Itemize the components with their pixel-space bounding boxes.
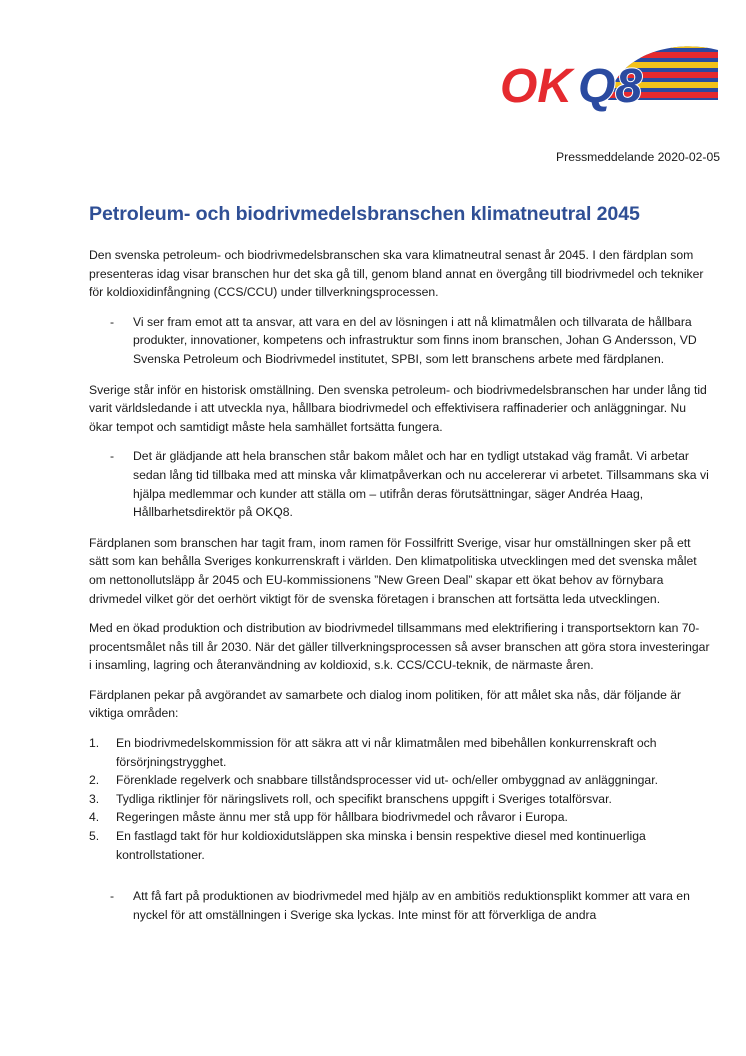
paragraph-samarbete: Färdplanen pekar på avgörandet av samarbete och dialog inom politiken, för att målet ska nås, där följande är viktiga områden:	[89, 687, 682, 721]
list-number: 4.	[89, 810, 100, 825]
list-number: 3.	[89, 791, 100, 806]
svg-text:OK: OK	[500, 60, 572, 112]
list-text: Förenklade regelverk och snabbare tillståndsprocesser vid ut- och/eller ombyggnad av anläggningar.	[116, 773, 658, 788]
quote-text: Det är glädjande att hela branschen står bakom målet och har en tydligt utstakad väg framåt. Vi arbetar sedan lång tid tillbaka med att minska vår klimatpåverkan och nu accelererar vi arbetet. Tillsammans ska vi hjälpa medlemmar och kunder att ställa om – utifrån deras förutsättningar, säger Andréa Haag, Hållbarhetsdirektör på OKQ8.	[133, 449, 709, 520]
quote-andrea-haag	[89, 447, 711, 521]
quote-text: Att få fart på produktionen av biodrivmedel med hjälp av en ambitiös reduktionsplikt kommer att vara en nyckel för att omställningen i Sverige ska lyckas. Inte minst för att förverkliga de andra	[133, 889, 690, 922]
quote-text: Vi ser fram emot att ta ansvar, att vara en del av lösningen i att nå klimatmålen och tillvarata de hållbara produkter, innovationer, kompetens och infrastruktur som finns inom branschen, Johan G Andersson, VD Svenska Petroleum och Biodrivmedel institutet, SPBI, som lett branschens arbete med färdplanen.	[133, 314, 697, 366]
list-item	[89, 734, 711, 771]
paragraph-produktion: Med en ökad produktion och distribution av biodrivmedel tillsammans med elektrifiering i transportsektorn kan 70-procentsmålet nås till år 2030. När det gäller tillverkningsprocessen så avser branschen att göra stora investeringar i insamling, lagring och återanvändning av koldioxid, s.k. CCS/CCU-teknik, de närmaste åren.	[89, 621, 710, 673]
list-number: 5.	[89, 829, 100, 844]
list-text: En biodrivmedelskommission för att säkra att vi når klimatmålen med bibehållen konkurrenskraft och försörjningstrygghet.	[116, 736, 657, 769]
paragraph-fardplan: Färdplanen som branschen har tagit fram, inom ramen för Fossilfritt Sverige, visar hur omställningen sker på ett sätt som kan behålla Sveriges konkurrenskraft i världen. Den klimatpolitiska utvecklingen med det svenska målet om nettonollutsläpp år 2045 och EU-kommissionens ”New Green Deal” skapar ett ökat behov av förnybara drivmedel vilket gör det oerhört viktigt för de svenska företagen i branschen att fortsätta leda utvecklingen.	[89, 535, 697, 606]
list-item	[89, 790, 711, 809]
list-item	[89, 771, 711, 790]
paragraph-intro: Den svenska petroleum- och biodrivmedelsbranschen ska vara klimatneutral senast år 2045. I den färdplan som presenteras idag visar branschen hur det ska gå till, genom bland annat en övergång till biodrivmedel och tekniker för koldioxidinfångning (CCS/CCU) under tillverkningsprocessen.	[89, 248, 704, 300]
quote-dash: -	[110, 889, 115, 904]
quote-dash: -	[110, 449, 115, 464]
quote-dash: -	[110, 314, 115, 329]
spacer	[89, 876, 711, 887]
list-number: 2.	[89, 773, 100, 788]
list-text: Regeringen måste ännu mer stå upp för hållbara biodrivmedel och råvaror i Europa.	[116, 810, 568, 825]
paragraph-omstallning: Sverige står inför en historisk omställning. Den svenska petroleum- och biodrivmedelsbranschen har under lång tid varit världsledande i att utveckla nya, hållbara biodrivmedel och effektivisera raffinaderier och anläggningar. Nu ökar tempot och samtidigt måste hela samhället fortsätta fungera.	[89, 382, 707, 434]
quote-reduktionsplikt	[89, 887, 711, 924]
article-body	[89, 246, 711, 936]
svg-text:Q8: Q8	[578, 60, 643, 112]
list-item	[89, 827, 711, 864]
quote-johan-andersson	[89, 313, 711, 369]
list-text: Tydliga riktlinjer för näringslivets roll, och specifikt branschens uppgift i Sveriges totalförsvar.	[116, 791, 612, 806]
priority-list	[89, 734, 711, 864]
list-text: En fastlagd takt för hur koldioxidutsläppen ska minska i bensin respektive diesel med kontinuerliga kontrollstationer.	[116, 829, 646, 862]
page-title: Petroleum- och biodrivmedelsbranschen klimatneutral 2045	[89, 203, 640, 225]
okq8-logo	[496, 36, 722, 112]
list-item	[89, 808, 711, 827]
list-number: 1.	[89, 736, 100, 751]
press-release-date: Pressmeddelande 2020-02-05	[556, 150, 720, 164]
